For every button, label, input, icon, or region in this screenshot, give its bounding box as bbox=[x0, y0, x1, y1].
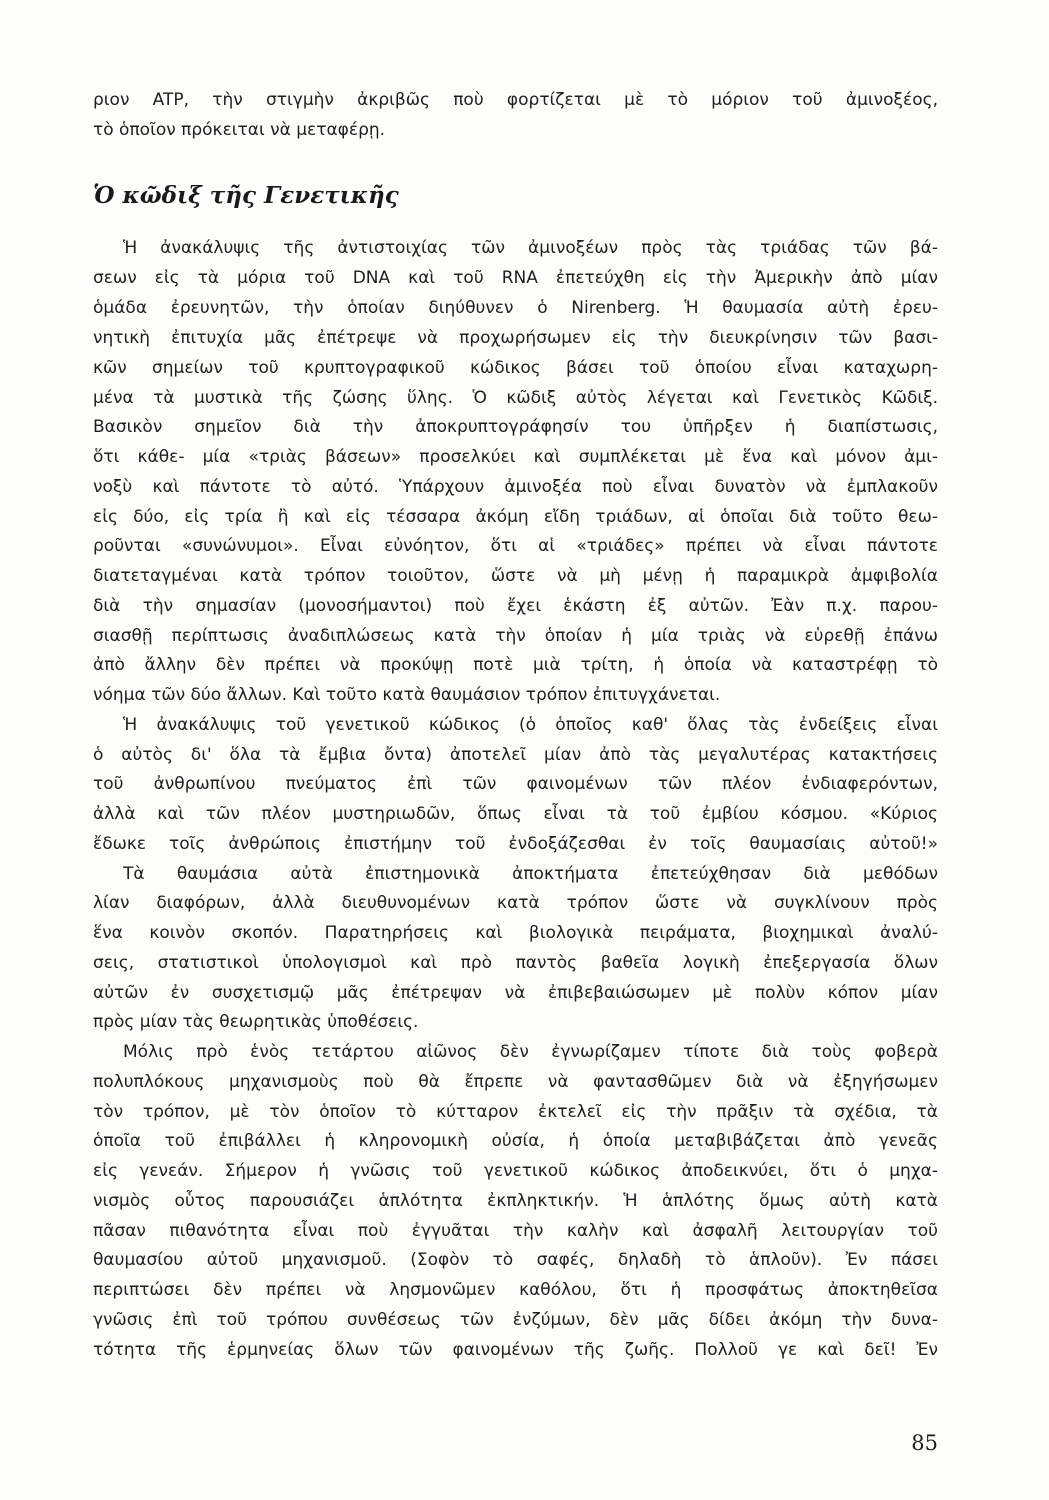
text-line: πολυπλόκους μηχανισμοὺς ποὺ θὰ ἔπρεπε νὰ φαντασθῶμεν διὰ νὰ ἐξηγήσωμεν bbox=[93, 1072, 938, 1092]
text-line: Ἡ ἀνακάλυψις τῆς ἀντιστοιχίας τῶν ἀμινοξέων πρὸς τὰς τριάδας τῶν βά- bbox=[123, 238, 938, 258]
text-line: πρὸς μίαν τὰς θεωρητικὰς ὑποθέσεις. bbox=[93, 1012, 419, 1032]
text-line: ὁποῖα τοῦ ἐπιβάλλει ἡ κληρονομικὴ οὐσία, ἡ ὁποία μεταβιβάζεται ἀπὸ γενεᾶς bbox=[93, 1131, 938, 1151]
text-line: νόημα τῶν δύο ἄλλων. Καὶ τοῦτο κατὰ θαυμάσιον τρόπον ἐπιτυγχάνεται. bbox=[93, 685, 721, 705]
text-line: Μόλις πρὸ ἑνὸς τετάρτου αἰῶνος δὲν ἐγνωρίζαμεν τίποτε διὰ τοὺς φοβερὰ bbox=[123, 1042, 938, 1062]
text-line: περιπτώσει δὲν πρέπει νὰ λησμονῶμεν καθόλου, ὅτι ἡ προσφάτως ἀποκτηθεῖσα bbox=[93, 1280, 938, 1300]
text-line: ἀπὸ ἄλλην δὲν πρέπει νὰ προκύψῃ ποτὲ μιὰ τρίτη, ἡ ὁποία νὰ καταστρέφῃ τὸ bbox=[93, 655, 938, 675]
page-number: 85 bbox=[911, 1431, 938, 1455]
text-line: ὁμάδα ἐρευνητῶν, τὴν ὁποίαν διηύθυνεν ὁ Nirenberg. Ἡ θαυμασία αὐτὴ ἐρευ- bbox=[93, 298, 938, 318]
text-line: διὰ τὴν σημασίαν (μονοσήμαντοι) ποὺ ἔχει ἑκάστη ἐξ αὐτῶν. Ἐὰν π.χ. παρου- bbox=[93, 596, 938, 616]
text-line: τότητα τῆς ἑρμηνείας ὅλων τῶν φαινομένων τῆς ζωῆς. Πολλοῦ γε καὶ δεῖ! Ἐν bbox=[93, 1340, 938, 1360]
text-line: ἔδωκε τοῖς ἀνθρώποις ἐπιστήμην τοῦ ἐνδοξάζεσθαι ἐν τοῖς θαυμασίαις αὐτοῦ!» bbox=[93, 834, 938, 854]
text-line: ἀλλὰ καὶ τῶν πλέον μυστηριωδῶν, ὅπως εἶναι τὰ τοῦ ἐμβίου κόσμου. «Κύριος bbox=[93, 804, 938, 824]
text-line: σεις, στατιστικοὶ ὑπολογισμοὶ καὶ πρὸ παντὸς βαθεῖα λογικὴ ἐπεξεργασία ὅλων bbox=[93, 953, 938, 973]
text-line: Ἡ ἀνακάλυψις τοῦ γενετικοῦ κώδικος (ὁ ὁποῖος καθ' ὅλας τὰς ἐνδείξεις εἶναι bbox=[123, 715, 938, 735]
text-line: λίαν διαφόρων, ἀλλὰ διευθυνομένων κατὰ τρόπον ὥστε νὰ συγκλίνουν πρὸς bbox=[93, 893, 938, 913]
text-line: τὸν τρόπον, μὲ τὸν ὁποῖον τὸ κύτταρον ἐκτελεῖ εἰς τὴν πρᾶξιν τὰ σχέδια, τὰ bbox=[93, 1102, 938, 1122]
text-line: ὅτι κάθε- μία «τριὰς βάσεων» προσελκύει καὶ συμπλέκεται μὲ ἕνα καὶ μόνον ἀμι- bbox=[93, 447, 938, 467]
text-line: νισμὸς οὗτος παρουσιάζει ἁπλότητα ἐκπληκτικήν. Ἡ ἁπλότης ὅμως αὐτὴ κατὰ bbox=[93, 1191, 938, 1211]
section-heading: Ὁ κῶδιξ τῆς Γενετικῆς bbox=[93, 182, 399, 209]
text-line: ἕνα κοινὸν σκοπόν. Παρατηρήσεις καὶ βιολογικὰ πειράματα, βιοχημικαὶ ἀναλύ- bbox=[93, 923, 938, 943]
text-line: σεων εἰς τὰ μόρια τοῦ DNA καὶ τοῦ RNA ἐπετεύχθη εἰς τὴν Ἀμερικὴν ἀπὸ μίαν bbox=[93, 268, 938, 288]
text-line: αὐτῶν ἐν συσχετισμῷ μᾶς ἐπέτρεψαν νὰ ἐπιβεβαιώσωμεν μὲ πολὺν κόπον μίαν bbox=[93, 983, 938, 1003]
text-line: μένα τὰ μυστικὰ τῆς ζώσης ὕλης. Ὁ κῶδιξ αὐτὸς λέγεται καὶ Γενετικὸς Κῶδιξ. bbox=[93, 388, 938, 408]
text-line: Τὰ θαυμάσια αὐτὰ ἐπιστημονικὰ ἀποκτήματα ἐπετεύχθησαν διὰ μεθόδων bbox=[123, 864, 938, 884]
text-line: κῶν σημείων τοῦ κρυπτογραφικοῦ κώδικος βάσει τοῦ ὁποίου εἶναι καταχωρη- bbox=[93, 358, 938, 378]
text-line: θαυμασίου αὐτοῦ μηχανισμοῦ. (Σοφὸν τὸ σαφές, δηλαδὴ τὸ ἁπλοῦν). Ἐν πάσει bbox=[93, 1250, 938, 1270]
text-line: σιασθῇ περίπτωσις ἀναδιπλώσεως κατὰ τὴν ὁποίαν ἡ μία τριὰς νὰ εὑρεθῇ ἐπάνω bbox=[93, 626, 938, 646]
text-line: γνῶσις ἐπὶ τοῦ τρόπου συνθέσεως τῶν ἐνζύμων, δὲν μᾶς δίδει ἀκόμη τὴν δυνα- bbox=[93, 1310, 938, 1330]
text-line: νοξὺ καὶ πάντοτε τὸ αὐτό. Ὑπάρχουν ἀμινοξέα ποὺ εἶναι δυνατὸν νὰ ἐμπλακοῦν bbox=[93, 477, 938, 497]
text-line: ριον ATP, τὴν στιγμὴν ἀκριβῶς ποὺ φορτίζεται μὲ τὸ μόριον τοῦ ἀμινοξέος, bbox=[93, 90, 938, 110]
text-line: νητικὴ ἐπιτυχία μᾶς ἐπέτρεψε νὰ προχωρήσωμεν εἰς τὴν διευκρίνησιν τῶν βασι- bbox=[93, 328, 938, 348]
text-line: τὸ ὁποῖον πρόκειται νὰ μεταφέρῃ. bbox=[93, 120, 386, 140]
text-line: εἰς δύο, εἰς τρία ἢ καὶ εἰς τέσσαρα ἀκόμη εἴδη τριάδων, αἱ ὁποῖαι διὰ τοῦτο θεω- bbox=[93, 507, 938, 527]
text-line: Βασικὸν σημεῖον διὰ τὴν ἀποκρυπτογράφησίν του ὑπῆρξεν ἡ διαπίστωσις, bbox=[93, 417, 938, 437]
text-line: διατεταγμέναι κατὰ τρόπον τοιοῦτον, ὥστε νὰ μὴ μένῃ ἡ παραμικρὰ ἀμφιβολία bbox=[93, 566, 938, 586]
text-line: ροῦνται «συνώνυμοι». Εἶναι εὐνόητον, ὅτι αἱ «τριάδες» πρέπει νὰ εἶναι πάντοτε bbox=[93, 536, 938, 556]
text-line: πᾶσαν πιθανότητα εἶναι ποὺ ἐγγυᾶται τὴν καλὴν καὶ ἀσφαλῆ λειτουργίαν τοῦ bbox=[93, 1221, 938, 1241]
text-line: εἰς γενεάν. Σήμερον ἡ γνῶσις τοῦ γενετικοῦ κώδικος ἀποδεικνύει, ὅτι ὁ μηχα- bbox=[93, 1161, 938, 1181]
text-line: ὁ αὐτὸς δι' ὅλα τὰ ἔμβια ὄντα) ἀποτελεῖ μίαν ἀπὸ τὰς μεγαλυτέρας κατακτήσεις bbox=[93, 745, 938, 765]
text-line: τοῦ ἀνθρωπίνου πνεύματος ἐπὶ τῶν φαινομένων τῶν πλέον ἐνδιαφερόντων, bbox=[93, 774, 938, 794]
